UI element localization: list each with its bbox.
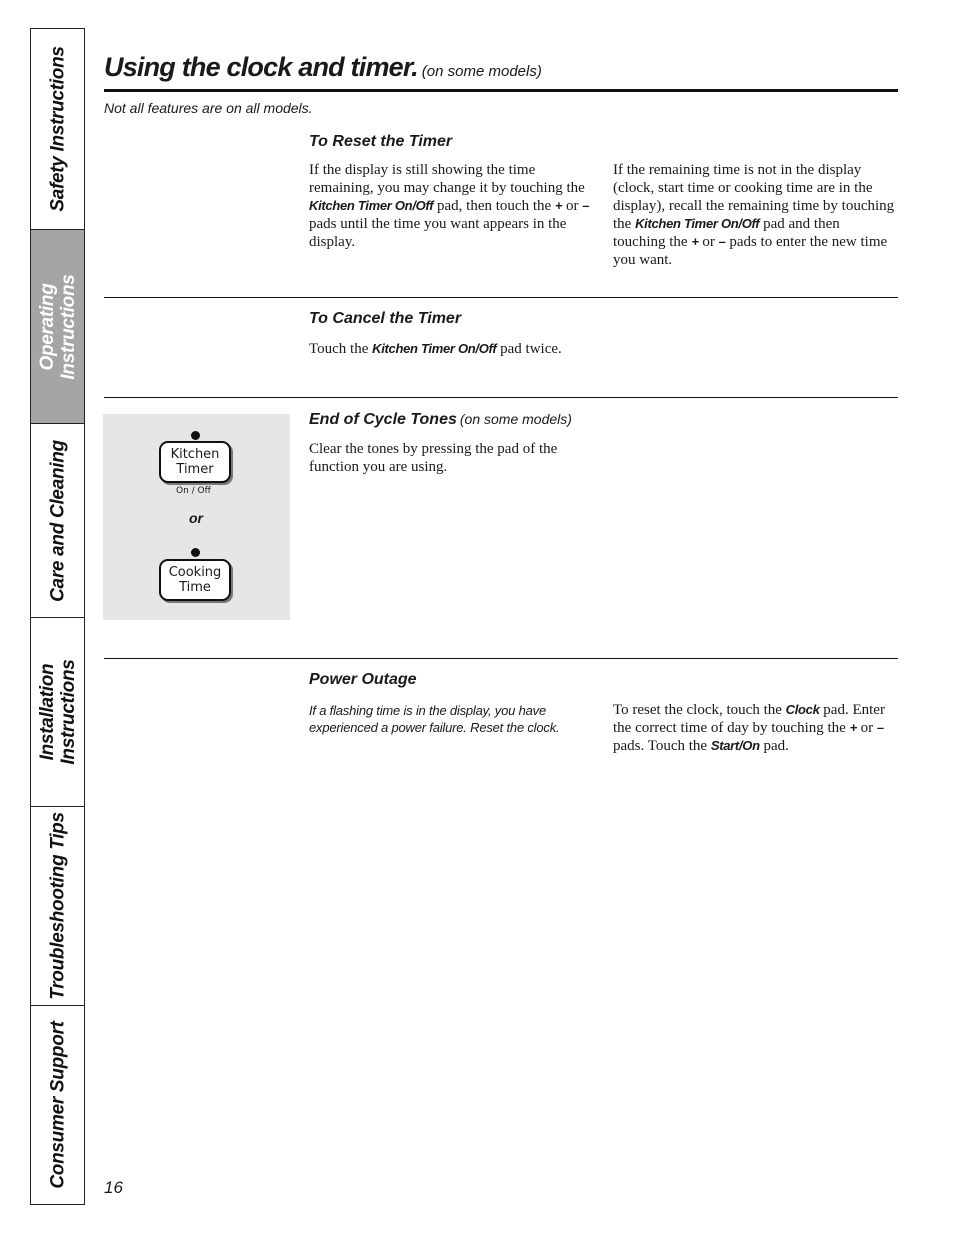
cycle-tones-text: Clear the tones by pressing the pad of the function you are using. (309, 441, 558, 475)
tab-safety-instructions[interactable] (31, 29, 84, 230)
or-label: or (189, 510, 203, 526)
page-title (104, 52, 542, 83)
indicator-light-icon (191, 548, 200, 557)
tab-label: Care and Cleaning (47, 439, 68, 602)
page-number: 16 (104, 1178, 123, 1197)
reset-timer-right-text: If the remaining time is not in the display (clock, start time or cooking time are in the display), recall the remaining time by touching the Kitchen Timer On/Off pad and then touching the + or – pads to enter the new time you want. (613, 162, 895, 268)
cancel-timer-text: Touch the Kitchen Timer On/Off pad twice. (309, 341, 562, 357)
pad-label: Kitchen (170, 447, 220, 462)
section-heading-power-outage: Power Outage (309, 671, 417, 688)
reset-timer-left-text: If the display is still showing the time remaining, you may change it by touching the Kitchen Timer On/Off pad, then touch the + or – pads until the time you want appears in the display. (309, 162, 590, 250)
indicator-light-icon (191, 431, 200, 440)
section-heading-cancel-timer: To Cancel the Timer (309, 310, 462, 327)
title-rule (104, 89, 898, 92)
tab-label: Installation Instructions (36, 659, 79, 765)
tab-label: Consumer Support (47, 1021, 68, 1189)
features-note: Not all features are on all models. (104, 100, 313, 116)
page-title-main: Using the clock and timer. (104, 52, 418, 82)
pad-label: Cooking (168, 565, 222, 580)
section-divider (104, 658, 898, 659)
section-heading-cycle-tones: End of Cycle Tones (on some models) (309, 411, 572, 428)
tab-label: Safety Instructions (47, 46, 68, 212)
pad-label: Time (179, 580, 211, 595)
power-outage-left-text: If a flashing time is in the display, you have experienced a power failure. Reset the clock. (309, 703, 560, 735)
cooking-time-pad (159, 559, 231, 601)
section-divider (104, 297, 898, 298)
tab-installation-instructions[interactable] (31, 618, 84, 807)
control-pad-illustration (103, 414, 290, 620)
page-title-subtitle: (on some models) (421, 63, 542, 80)
tab-operating-instructions[interactable] (31, 230, 84, 424)
section-divider (104, 397, 898, 398)
tab-consumer-support[interactable] (31, 1006, 84, 1204)
power-outage-right-text: To reset the clock, touch the Clock pad. Enter the correct time of day by touching the + or – pads. Touch the Start/On pad. (613, 702, 885, 754)
tab-label: Operating Instructions (36, 273, 79, 380)
on-off-label: On / Off (176, 486, 211, 496)
tab-care-and-cleaning[interactable] (31, 424, 84, 618)
kitchen-timer-pad (159, 441, 231, 483)
section-heading-reset-timer: To Reset the Timer (309, 133, 453, 150)
tab-troubleshooting-tips[interactable] (31, 807, 84, 1006)
tab-label: Troubleshooting Tips (47, 812, 68, 1000)
side-tab-nav (30, 28, 85, 1205)
pad-label: Timer (176, 462, 214, 477)
